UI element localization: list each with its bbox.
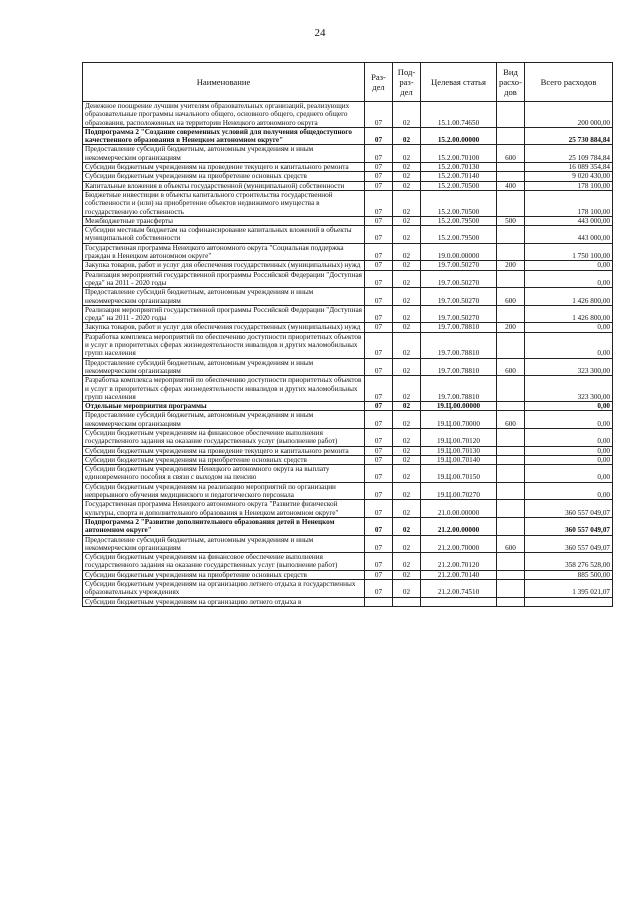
row-exp-type <box>497 428 525 446</box>
row-total: 0,00 <box>525 323 613 332</box>
row-name: Субсидии бюджетным учреждениям на финансовое обеспечение выполнения государственного задания на оказание государственных услуг (выполнение работ) <box>83 553 365 571</box>
empty-cell <box>365 597 393 606</box>
row-name: Субсидии бюджетным учреждениям на приобретение основных средств <box>83 455 365 464</box>
table-row <box>83 163 613 172</box>
row-section: 07 <box>365 332 393 358</box>
table-row <box>83 535 613 553</box>
row-article: 15.1.00.74650 <box>421 102 497 128</box>
row-total: 0,00 <box>525 411 613 429</box>
row-exp-type: 600 <box>497 535 525 553</box>
row-subsection: 02 <box>393 570 421 579</box>
row-total: 0,00 <box>525 270 613 288</box>
row-total: 1 426 800,00 <box>525 288 613 306</box>
row-article: 19.7.00.78810 <box>421 323 497 332</box>
table-header-row <box>83 63 613 102</box>
row-section: 07 <box>365 580 393 598</box>
row-exp-type: 200 <box>497 323 525 332</box>
row-name: Субсидии бюджетным учреждениям Ненецкого автономного округа на выплату единовременного пособия в связи с выходом на пенсию <box>83 465 365 483</box>
row-article: 21.2.00.00000 <box>421 517 497 535</box>
table-row <box>83 216 613 225</box>
table-row <box>83 428 613 446</box>
table-row <box>83 261 613 270</box>
row-subsection: 02 <box>393 226 421 244</box>
row-total: 16 089 354,84 <box>525 163 613 172</box>
row-name: Отдельные мероприятия программы <box>83 402 365 411</box>
row-name: Закупка товаров, работ и услуг для обеспечения государственных (муниципальных) нужд <box>83 323 365 332</box>
row-subsection: 02 <box>393 145 421 163</box>
row-name: Закупка товаров, работ и услуг для обеспечения государственных (муниципальных) нужд <box>83 261 365 270</box>
empty-cell <box>421 597 497 606</box>
row-exp-type <box>497 517 525 535</box>
row-section: 07 <box>365 226 393 244</box>
table-row <box>83 580 613 598</box>
row-section: 07 <box>365 535 393 553</box>
row-name: Субсидии бюджетным учреждениям на приобретение основных средств <box>83 172 365 181</box>
row-section: 07 <box>365 163 393 172</box>
row-total: 25 730 884,84 <box>525 127 613 145</box>
row-total: 323 300,00 <box>525 358 613 376</box>
row-exp-type <box>497 270 525 288</box>
row-name: Реализация мероприятий государственной программы Российской Федерации "Доступная среда" на 2011 - 2020 годы <box>83 270 365 288</box>
row-name: Предоставление субсидий бюджетным, автономным учреждениям и иным некоммерческим организациям <box>83 411 365 429</box>
row-article: 19.7.00.50270 <box>421 305 497 323</box>
row-name: Предоставление субсидий бюджетным, автономным учреждениям и иным некоммерческим организациям <box>83 358 365 376</box>
row-article: 19.Ц.00.00000 <box>421 402 497 411</box>
row-total: 0,00 <box>525 482 613 500</box>
row-section: 07 <box>365 127 393 145</box>
row-article: 15.2.00.70500 <box>421 181 497 190</box>
row-exp-type <box>497 465 525 483</box>
row-subsection: 02 <box>393 517 421 535</box>
row-subsection: 02 <box>393 243 421 261</box>
header-section: Раз-дел <box>365 63 393 102</box>
table-row <box>83 226 613 244</box>
row-subsection: 02 <box>393 535 421 553</box>
row-total: 1 426 800,00 <box>525 305 613 323</box>
row-exp-type <box>497 305 525 323</box>
row-article: 19.Ц.00.70120 <box>421 428 497 446</box>
row-name: Субсидии бюджетным учреждениям на финансовое обеспечение выполнения государственного задания на оказание государственных услуг (выполнение работ) <box>83 428 365 446</box>
row-total: 9 020 430,00 <box>525 172 613 181</box>
row-subsection: 02 <box>393 127 421 145</box>
row-total: 25 109 784,84 <box>525 145 613 163</box>
row-total: 0,00 <box>525 402 613 411</box>
row-name: Предоставление субсидий бюджетным, автономным учреждениям и иным некоммерческим организациям <box>83 288 365 306</box>
row-section: 07 <box>365 402 393 411</box>
row-subsection: 02 <box>393 411 421 429</box>
row-section: 07 <box>365 243 393 261</box>
row-exp-type: 400 <box>497 181 525 190</box>
table-row <box>83 465 613 483</box>
row-exp-type <box>497 332 525 358</box>
row-name: Субсидии местным бюджетам на софинансирование капитальных вложений в объекты муниципальной собственности <box>83 226 365 244</box>
row-exp-type <box>497 190 525 216</box>
row-subsection: 02 <box>393 376 421 402</box>
row-total: 360 557 049,07 <box>525 535 613 553</box>
row-name: Межбюджетные трансферты <box>83 216 365 225</box>
row-article: 19.Ц.00.70150 <box>421 465 497 483</box>
row-name: Предоставление субсидий бюджетным, автономным учреждениям и иным некоммерческим организациям <box>83 535 365 553</box>
row-section: 07 <box>365 190 393 216</box>
row-name: Подпрограмма 2 "Создание современных условий для получения общедоступного качественного образования в Ненецком автономном округе" <box>83 127 365 145</box>
row-section: 07 <box>365 323 393 332</box>
row-total: 360 557 049,07 <box>525 517 613 535</box>
header-name: Наименование <box>83 63 365 102</box>
row-article: 19.7.00.78810 <box>421 376 497 402</box>
row-section: 07 <box>365 446 393 455</box>
row-article: 15.2.00.70130 <box>421 163 497 172</box>
row-exp-type <box>497 553 525 571</box>
row-subsection: 02 <box>393 500 421 518</box>
row-exp-type: 200 <box>497 261 525 270</box>
row-article: 15.2.00.70500 <box>421 190 497 216</box>
row-article: 19.Ц.00.70270 <box>421 482 497 500</box>
table-row <box>83 172 613 181</box>
table-row <box>83 517 613 535</box>
budget-table <box>82 62 613 607</box>
header-total: Всего расходов <box>525 63 613 102</box>
table-row <box>83 376 613 402</box>
row-exp-type: 600 <box>497 358 525 376</box>
table-row <box>83 323 613 332</box>
row-total: 178 100,00 <box>525 190 613 216</box>
row-article: 19.7.00.50270 <box>421 270 497 288</box>
row-total: 323 300,00 <box>525 376 613 402</box>
row-exp-type <box>497 243 525 261</box>
row-name: Разработка комплекса мероприятий по обеспечению доступности приоритетных объектов и услуг в приоритетных сферах жизнедеятельности инвалидов и других маломобильных групп населения <box>83 376 365 402</box>
row-article: 21.2.00.70120 <box>421 553 497 571</box>
table-row <box>83 570 613 579</box>
row-section: 07 <box>365 411 393 429</box>
row-exp-type <box>497 376 525 402</box>
row-subsection: 02 <box>393 446 421 455</box>
row-subsection: 02 <box>393 216 421 225</box>
row-total: 200 000,00 <box>525 102 613 128</box>
row-subsection: 02 <box>393 181 421 190</box>
row-exp-type: 600 <box>497 145 525 163</box>
row-article: 15.2.00.70100 <box>421 145 497 163</box>
row-exp-type <box>497 580 525 598</box>
row-article: 21.2.00.70000 <box>421 535 497 553</box>
row-subsection: 02 <box>393 261 421 270</box>
table-row <box>83 102 613 128</box>
row-exp-type <box>497 226 525 244</box>
row-section: 07 <box>365 181 393 190</box>
row-name: Денежное поощрение лучшим учителям образовательных организаций, реализующих образовательные программы начального общего, основного общего, среднего общего образования, расположенных на территории Ненецкого автономного округа <box>83 102 365 128</box>
table-row <box>83 553 613 571</box>
row-subsection: 02 <box>393 270 421 288</box>
row-section: 07 <box>365 305 393 323</box>
table-body <box>83 102 613 607</box>
row-name: Государственная программа Ненецкого автономного округа "Развитие физической культуры, спорта и дополнительного образования в Ненецком автономном округе" <box>83 500 365 518</box>
row-section: 07 <box>365 570 393 579</box>
row-total: 1 395 021,07 <box>525 580 613 598</box>
row-total: 0,00 <box>525 428 613 446</box>
header-exp-type: Вид расхо-дов <box>497 63 525 102</box>
row-exp-type <box>497 172 525 181</box>
empty-cell <box>393 597 421 606</box>
table-row <box>83 305 613 323</box>
row-article: 21.0.00.00000 <box>421 500 497 518</box>
row-section: 07 <box>365 455 393 464</box>
row-section: 07 <box>365 482 393 500</box>
row-exp-type <box>497 500 525 518</box>
row-name: Реализация мероприятий государственной программы Российской Федерации "Доступная среда" на 2011 - 2020 годы <box>83 305 365 323</box>
row-total: 443 000,00 <box>525 216 613 225</box>
row-exp-type <box>497 482 525 500</box>
row-section: 07 <box>365 428 393 446</box>
row-article: 15.2.00.79500 <box>421 216 497 225</box>
row-total: 358 276 528,00 <box>525 553 613 571</box>
table-row <box>83 181 613 190</box>
table-row <box>83 500 613 518</box>
table-row <box>83 288 613 306</box>
row-exp-type <box>497 570 525 579</box>
row-article: 19.Ц.00.70000 <box>421 411 497 429</box>
row-subsection: 02 <box>393 455 421 464</box>
row-total: 1 750 100,00 <box>525 243 613 261</box>
row-section: 07 <box>365 102 393 128</box>
row-subsection: 02 <box>393 332 421 358</box>
row-subsection: 02 <box>393 428 421 446</box>
row-section: 07 <box>365 517 393 535</box>
empty-cell <box>525 597 613 606</box>
row-name: Субсидии бюджетным учреждениям на приобретение основных средств <box>83 570 365 579</box>
header-article: Целевая статья <box>421 63 497 102</box>
row-exp-type <box>497 446 525 455</box>
row-article: 15.2.00.79500 <box>421 226 497 244</box>
row-total: 885 500,00 <box>525 570 613 579</box>
row-exp-type <box>497 127 525 145</box>
row-subsection: 02 <box>393 102 421 128</box>
row-section: 07 <box>365 465 393 483</box>
row-total: 0,00 <box>525 465 613 483</box>
table-row <box>83 358 613 376</box>
row-total: 0,00 <box>525 332 613 358</box>
row-name: Бюджетные инвестиции в объекты капитального строительства государственной собственности и (или) на приобретение объектов недвижимого имущества в государственную собственность <box>83 190 365 216</box>
row-article: 19.0.00.00000 <box>421 243 497 261</box>
table-row <box>83 270 613 288</box>
row-subsection: 02 <box>393 465 421 483</box>
row-section: 07 <box>365 172 393 181</box>
row-subsection: 02 <box>393 323 421 332</box>
table-row <box>83 243 613 261</box>
row-subsection: 02 <box>393 358 421 376</box>
row-article: 19.7.00.78810 <box>421 358 497 376</box>
table-row <box>83 190 613 216</box>
row-subsection: 02 <box>393 172 421 181</box>
row-article: 19.7.00.78810 <box>421 332 497 358</box>
row-total: 0,00 <box>525 261 613 270</box>
row-section: 07 <box>365 216 393 225</box>
header-subsection: Под-раз-дел <box>393 63 421 102</box>
row-total: 443 000,00 <box>525 226 613 244</box>
row-subsection: 02 <box>393 482 421 500</box>
row-name: Разработка комплекса мероприятий по обеспечению доступности приоритетных объектов и услуг в приоритетных сферах жизнедеятельности инвалидов и других маломобильных групп населения <box>83 332 365 358</box>
row-name: Субсидии бюджетным учреждениям на организацию летнего отдыха в <box>83 597 365 606</box>
empty-cell <box>497 597 525 606</box>
row-subsection: 02 <box>393 288 421 306</box>
table-row <box>83 145 613 163</box>
table-row <box>83 455 613 464</box>
row-section: 07 <box>365 553 393 571</box>
table-row <box>83 482 613 500</box>
row-subsection: 02 <box>393 163 421 172</box>
row-subsection: 02 <box>393 553 421 571</box>
row-total: 0,00 <box>525 446 613 455</box>
row-article: 19.7.00.50270 <box>421 261 497 270</box>
table-row <box>83 127 613 145</box>
row-section: 07 <box>365 261 393 270</box>
row-article: 21.2.00.70140 <box>421 570 497 579</box>
row-exp-type <box>497 163 525 172</box>
row-article: 19.7.00.50270 <box>421 288 497 306</box>
row-name: Подпрограмма 2 "Развитие дополнительного образования детей в Ненецком автономном округе" <box>83 517 365 535</box>
row-name: Субсидии бюджетным учреждениям на реализацию мероприятий по организации непрерывного обучения медицинского и педагогического персонала <box>83 482 365 500</box>
row-article: 15.2.00.70140 <box>421 172 497 181</box>
row-article: 19.Ц.00.70130 <box>421 446 497 455</box>
row-exp-type <box>497 455 525 464</box>
row-exp-type <box>497 102 525 128</box>
table-row <box>83 446 613 455</box>
table-row <box>83 402 613 411</box>
table-row <box>83 411 613 429</box>
table-row-trailing <box>83 597 613 606</box>
page-number: 24 <box>314 27 326 39</box>
row-name: Государственная программа Ненецкого автономного округа "Социальная поддержка граждан в Ненецком автономном округе" <box>83 243 365 261</box>
row-name: Субсидии бюджетным учреждениям на проведение текущего и капитального ремонта <box>83 163 365 172</box>
row-total: 0,00 <box>525 455 613 464</box>
row-total: 360 557 049,07 <box>525 500 613 518</box>
row-exp-type: 600 <box>497 288 525 306</box>
row-name: Капитальные вложения в объекты государственной (муниципальной) собственности <box>83 181 365 190</box>
row-section: 07 <box>365 358 393 376</box>
row-exp-type: 600 <box>497 411 525 429</box>
row-exp-type <box>497 402 525 411</box>
table-row <box>83 332 613 358</box>
row-name: Субсидии бюджетным учреждениям на проведение текущего и капитального ремонта <box>83 446 365 455</box>
row-subsection: 02 <box>393 402 421 411</box>
row-section: 07 <box>365 270 393 288</box>
row-section: 07 <box>365 500 393 518</box>
row-section: 07 <box>365 288 393 306</box>
row-subsection: 02 <box>393 305 421 323</box>
row-name: Субсидии бюджетным учреждениям на организацию летнего отдыха в государственных образовательных учреждениях <box>83 580 365 598</box>
row-article: 19.Ц.00.70140 <box>421 455 497 464</box>
row-total: 178 100,00 <box>525 181 613 190</box>
row-section: 07 <box>365 376 393 402</box>
row-subsection: 02 <box>393 190 421 216</box>
row-section: 07 <box>365 145 393 163</box>
row-subsection: 02 <box>393 580 421 598</box>
row-article: 15.2.00.00000 <box>421 127 497 145</box>
row-exp-type: 500 <box>497 216 525 225</box>
row-article: 21.2.00.74510 <box>421 580 497 598</box>
row-name: Предоставление субсидий бюджетным, автономным учреждениям и иным некоммерческим организациям <box>83 145 365 163</box>
